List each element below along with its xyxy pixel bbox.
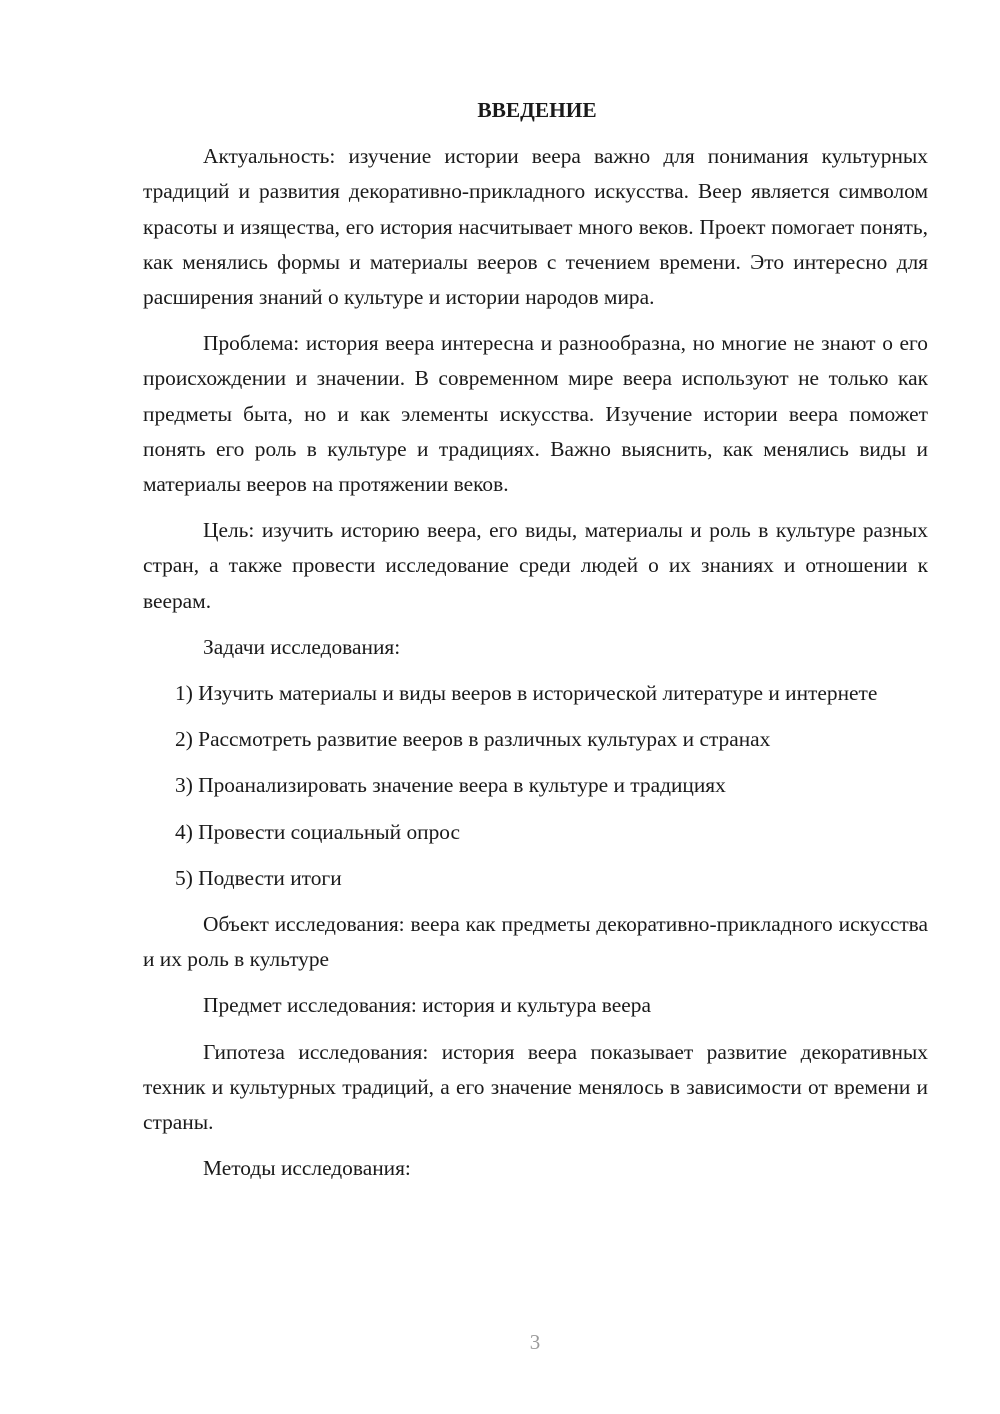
- task-item-4: 4) Провести социальный опрос: [175, 819, 461, 844]
- page-title: ВВЕДЕНИЕ: [477, 98, 597, 122]
- task-item-1: 1) Изучить материалы и виды вееров в исторической литературе и интернете: [175, 681, 878, 706]
- task-item-3: 3) Проанализировать значение веера в культуре и традициях: [175, 773, 726, 798]
- paragraph-problem: Проблема: история веера интересна и разнообразна, но многие не знают о его происхождении и значении. В современном мире веера используют не только как предметы быта, но и как элементы искусства. Изучение истории веера поможет понять его роль в культуре и традициях. Важно выяснить, как менялись виды и материалы вееров на протяжении веков.: [143, 331, 928, 497]
- page-content: [143, 93, 928, 1197]
- methods-heading: Методы исследования:: [203, 1156, 411, 1181]
- paragraph-hypothesis: Гипотеза исследования: история веера показывает развитие декоративных техник и культурных традиций, а его значение менялось в зависимости от времени и страны.: [143, 1039, 928, 1135]
- task-item-5: 5) Подвести итоги: [175, 865, 342, 890]
- page-number: 3: [529, 1330, 541, 1354]
- paragraph-relevance: Актуальность: изучение истории веера важно для понимания культурных традиций и развития декоративно-прикладного искусства. Веер является символом красоты и изящества, его история насчитывает много веков. Проект помогает понять, как менялись формы и материалы вееров с течением времени. Это интересно для расширения знаний о культуре и истории народов мира.: [143, 144, 928, 310]
- paragraph-object: Объект исследования: веера как предметы декоративно-прикладного искусства и их роль в культуре: [143, 912, 928, 972]
- paragraph-subject: Предмет исследования: история и культура веера: [203, 993, 651, 1018]
- paragraph-goal: Цель: изучить историю веера, его виды, материалы и роль в культуре разных стран, а также провести исследование среди людей о их знаниях и отношении к веерам.: [143, 518, 928, 613]
- tasks-heading: Задачи исследования:: [203, 634, 401, 659]
- task-item-2: 2) Рассмотреть развитие вееров в различных культурах и странах: [175, 727, 771, 752]
